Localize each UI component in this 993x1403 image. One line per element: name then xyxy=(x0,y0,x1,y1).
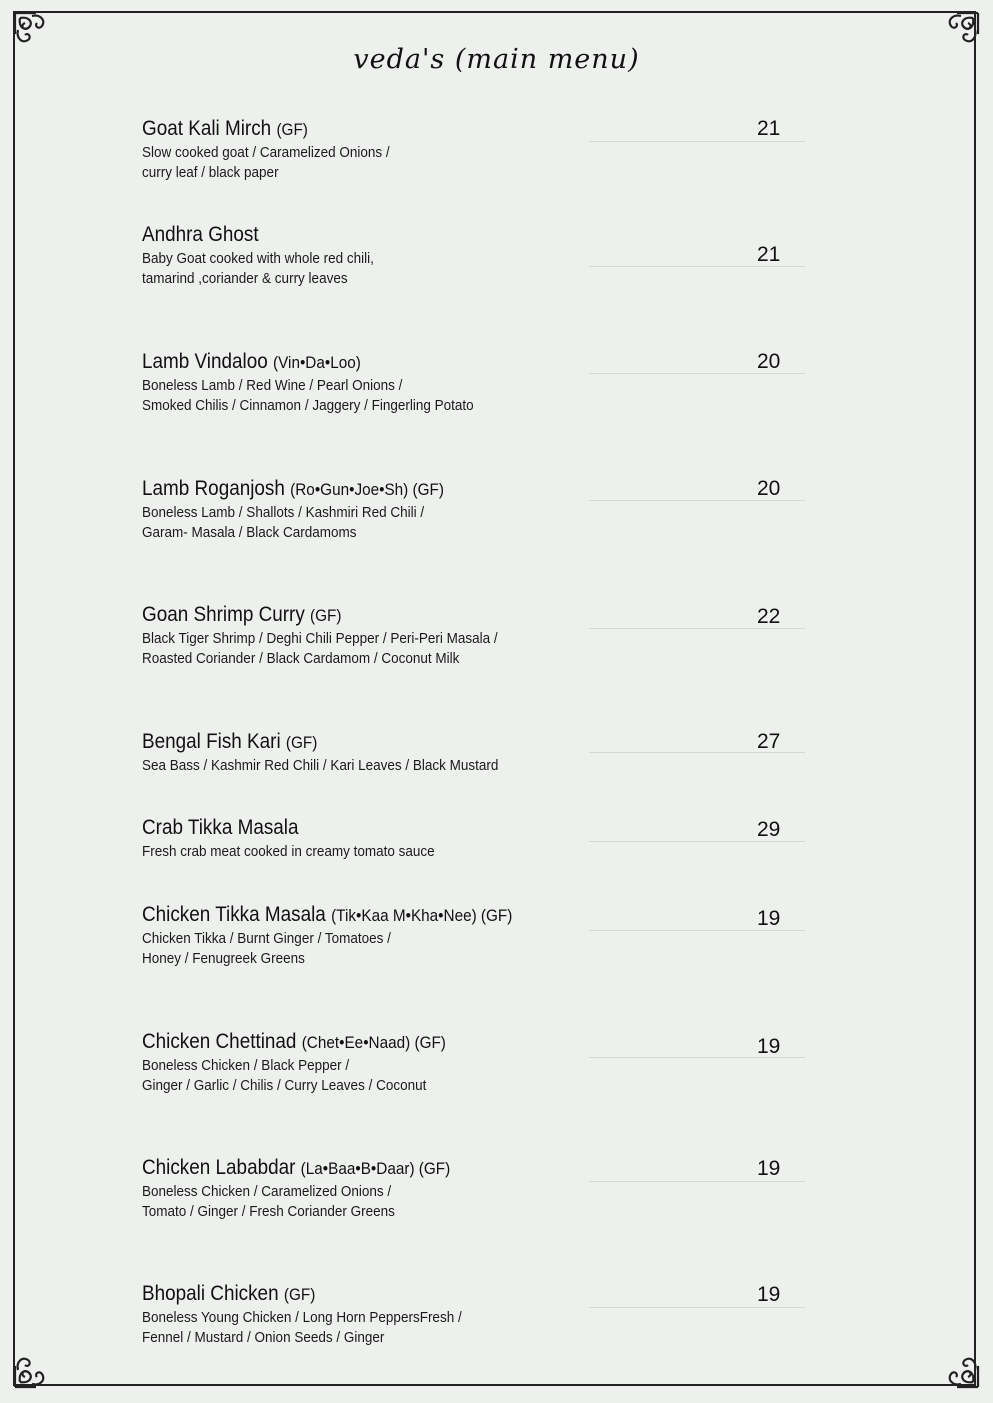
dish-description: Chicken Tikka / Burnt Ginger / Tomatoes / xyxy=(142,930,391,947)
dish-title: Chicken Lababdar xyxy=(142,1156,296,1179)
dish-name xyxy=(142,1155,754,1182)
menu-item xyxy=(142,902,822,969)
dish-tag: (GF) xyxy=(310,606,342,625)
menu-item xyxy=(142,222,822,289)
scroll-ornament-icon xyxy=(12,1350,52,1390)
menu-item xyxy=(142,1281,822,1348)
dish-title: Lamb Vindaloo xyxy=(142,350,268,373)
dish-description: Slow cooked goat / Caramelized Onions / xyxy=(142,144,390,161)
dish-description: Garam- Masala / Black Cardamoms xyxy=(142,524,357,541)
dish-tag: (Chet•Ee•Naad) (GF) xyxy=(301,1033,446,1052)
dish-tag: (GF) xyxy=(276,120,308,139)
dish-name xyxy=(142,902,754,929)
dish-title: Bhopali Chicken xyxy=(142,1282,279,1305)
menu-item xyxy=(142,116,822,183)
dish-title: Lamb Roganjosh xyxy=(142,477,285,500)
dish-description: Baby Goat cooked with whole red chili, xyxy=(142,250,374,267)
dish-description: Boneless Chicken / Caramelized Onions / xyxy=(142,1183,392,1200)
dish-description: Boneless Chicken / Black Pepper / xyxy=(142,1057,350,1074)
dish-name xyxy=(142,602,754,629)
dish-description: Tomato / Ginger / Fresh Coriander Greens xyxy=(142,1203,395,1220)
dish-name xyxy=(142,222,754,249)
dish-name xyxy=(142,116,754,143)
menu-item xyxy=(142,349,822,416)
dish-description: Ginger / Garlic / Chilis / Curry Leaves / Coconut xyxy=(142,1077,427,1094)
dish-title: Bengal Fish Kari xyxy=(142,730,281,753)
menu-title: veda's (main menu) xyxy=(353,44,640,75)
dish-price: 22 xyxy=(757,605,781,628)
dish-name xyxy=(142,815,754,842)
menu-item xyxy=(142,1029,822,1096)
dish-title: Chicken Tikka Masala xyxy=(142,903,326,926)
dish-tag: (La•Baa•B•Daar) (GF) xyxy=(300,1159,451,1178)
dish-description: Honey / Fenugreek Greens xyxy=(142,950,305,967)
dish-name xyxy=(142,1029,754,1056)
dish-tag: (Vin•Da•Loo) xyxy=(273,353,361,372)
menu-item xyxy=(142,476,822,543)
dish-price: 19 xyxy=(757,1035,781,1058)
dish-description: curry leaf / black paper xyxy=(142,164,279,181)
menu-item xyxy=(142,602,822,669)
dish-name xyxy=(142,476,754,503)
dish-title: Crab Tikka Masala xyxy=(142,816,299,839)
dish-description: Fresh crab meat cooked in creamy tomato sauce xyxy=(142,843,435,860)
dish-description: Boneless Young Chicken / Long Horn PeppersFresh / xyxy=(142,1309,462,1326)
dish-description: Boneless Lamb / Red Wine / Pearl Onions / xyxy=(142,377,403,394)
dish-title: Goan Shrimp Curry xyxy=(142,603,305,626)
dish-description: Boneless Lamb / Shallots / Kashmiri Red Chili / xyxy=(142,504,425,521)
dish-description: Fennel / Mustard / Onion Seeds / Ginger xyxy=(142,1329,385,1346)
dish-title: Andhra Ghost xyxy=(142,223,259,246)
dish-name xyxy=(142,1281,754,1308)
dish-price: 27 xyxy=(757,730,781,753)
dish-title: Goat Kali Mirch xyxy=(142,117,272,140)
dish-price: 21 xyxy=(757,243,781,266)
scroll-ornament-icon xyxy=(941,1350,981,1390)
dish-description: tamarind ,coriander & curry leaves xyxy=(142,270,348,287)
dish-description: Smoked Chilis / Cinnamon / Jaggery / Fingerling Potato xyxy=(142,397,474,414)
dish-description: Roasted Coriander / Black Cardamom / Coconut Milk xyxy=(142,650,460,667)
dish-price: 29 xyxy=(757,818,781,841)
dish-price: 20 xyxy=(757,477,781,500)
dish-title: Chicken Chettinad xyxy=(142,1030,297,1053)
dish-tag: (Ro•Gun•Joe•Sh) (GF) xyxy=(290,480,444,499)
dish-price: 20 xyxy=(757,350,781,373)
dish-tag: (Tik•Kaa M•Kha•Nee) (GF) xyxy=(331,906,513,925)
dish-tag: (GF) xyxy=(285,733,318,752)
menu-item xyxy=(142,815,822,862)
dish-description: Black Tiger Shrimp / Deghi Chili Pepper / Peri-Peri Masala / xyxy=(142,630,498,647)
dish-price: 19 xyxy=(757,907,781,930)
menu-item xyxy=(142,1155,822,1222)
dish-name xyxy=(142,349,754,376)
dish-price: 19 xyxy=(757,1157,781,1180)
dish-tag: (GF) xyxy=(283,1285,316,1304)
menu-item xyxy=(142,729,822,776)
dish-price: 21 xyxy=(757,117,781,140)
dish-price: 19 xyxy=(757,1283,781,1306)
dish-description: Sea Bass / Kashmir Red Chili / Kari Leaves / Black Mustard xyxy=(142,757,499,774)
